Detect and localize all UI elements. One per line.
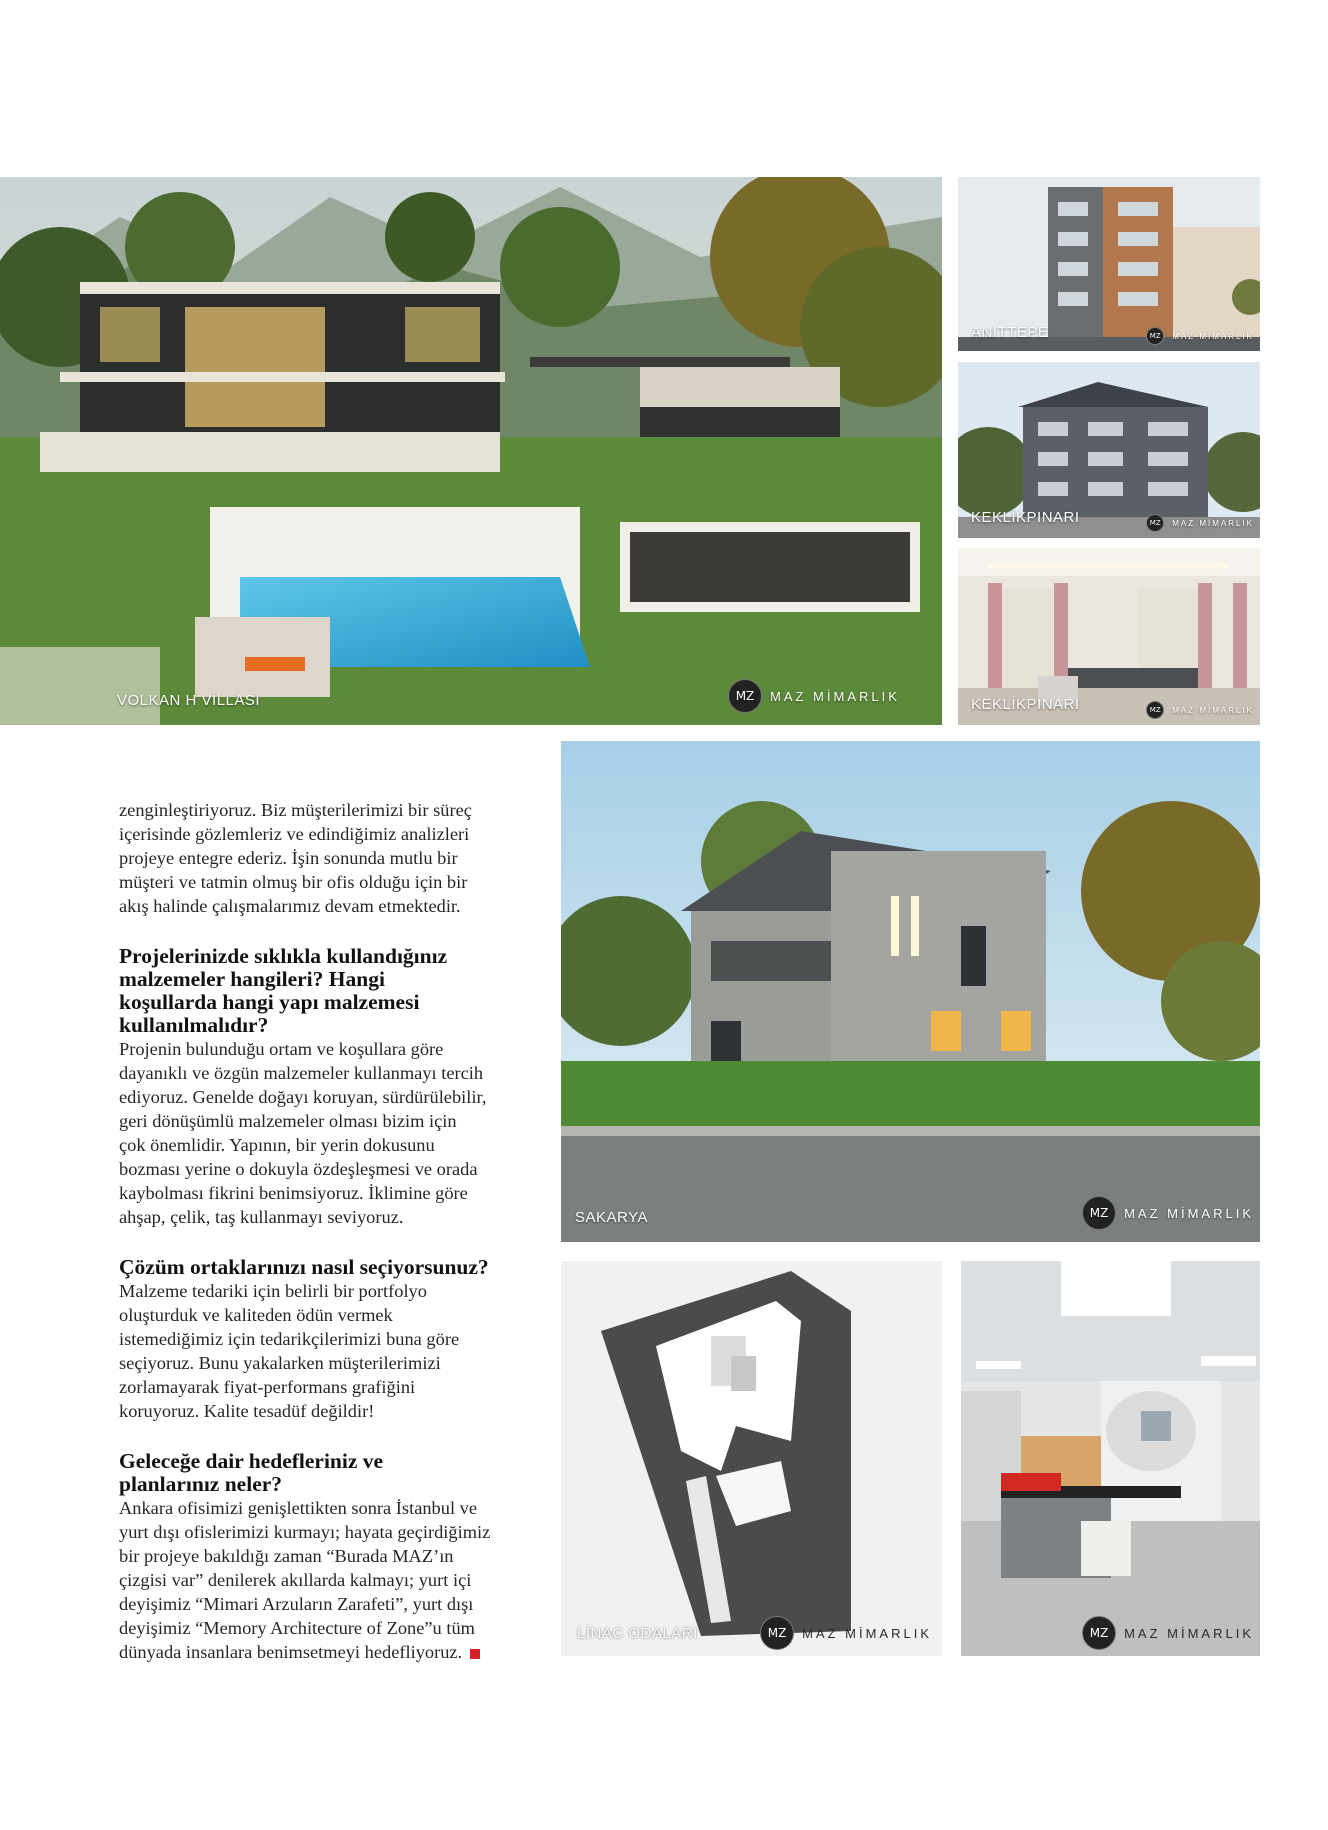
question-heading-line: malzemeler hangileri? Hangi [119, 967, 385, 991]
logo-text: MAZ MİMARLIK [1124, 1205, 1254, 1221]
article-text [119, 798, 529, 1664]
text-line: Ankara ofisimizi genişlettikten sonra İstanbul ve [119, 1498, 478, 1518]
photo-linac-room [961, 1261, 1260, 1656]
logo-text: MAZ MİMARLIK [1124, 1625, 1254, 1641]
logo-text: MAZ MİMARLIK [1172, 518, 1254, 528]
photo-caption: KEKLİKPINARI [971, 696, 1080, 713]
text-line: geri dönüşümlü malzemeler olması bizim için [119, 1111, 457, 1131]
question-heading-line: planlarınız neler? [119, 1472, 283, 1496]
text-line-last [119, 1640, 529, 1664]
end-of-article-square-icon [470, 1649, 480, 1659]
maz-logo-icon: MZ [728, 679, 762, 713]
photo-anittepe [958, 177, 1260, 351]
text-line: yurt dışı ofislerimizi kurmayı; hayata geçirdiğimiz [119, 1522, 491, 1542]
maz-logo [1082, 1616, 1254, 1650]
answer-future [119, 1496, 529, 1664]
question-materials [119, 945, 529, 1037]
maz-logo-icon: MZ [1146, 327, 1164, 345]
photo-caption: LİNAC ODALARI [577, 1625, 698, 1642]
text-line: deyişimiz “Memory Architecture of Zone”u tüm [119, 1618, 475, 1638]
text-line: oluşturduk ve kaliteden ödün vermek [119, 1305, 393, 1325]
maz-logo-icon: MZ [1146, 701, 1164, 719]
maz-logo-icon: MZ [1146, 514, 1164, 532]
maz-logo-icon: MZ [1082, 1196, 1116, 1230]
photo-keklikpinari-interior [958, 548, 1260, 725]
maz-logo-icon: MZ [1082, 1616, 1116, 1650]
maz-logo [1146, 701, 1254, 719]
text-line: kaybolması fikrini benimsiyoruz. İklimine göre [119, 1183, 468, 1203]
answer-partners [119, 1279, 529, 1423]
maz-logo [1082, 1196, 1254, 1230]
photo-linac-plan [561, 1261, 942, 1656]
maz-logo-icon: MZ [760, 1616, 794, 1650]
text-line: akış halinde çalışmalarımız devam etmektedir. [119, 896, 461, 916]
text-line: projeye entegre ederiz. İşin sonunda mutlu bir [119, 848, 458, 868]
logo-text: MAZ MİMARLIK [1172, 705, 1254, 715]
photo-keklikpinari-exterior [958, 362, 1260, 538]
text-line: müşteri ve tatmin olmuş bir ofis olduğu için bir [119, 872, 468, 892]
maz-logo [728, 679, 900, 713]
text-line: çizgisi var” denilerek akıllarda kalmayı; yurt içi [119, 1570, 472, 1590]
text-line: dayanıklı ve özgün malzemeler kullanmayı tercih [119, 1063, 484, 1083]
text-line: bir projeye bakıldığı zaman “Burada MAZ’ın [119, 1546, 454, 1566]
question-heading-line: Geleceğe dair hedefleriniz ve [119, 1449, 384, 1473]
text-line: istemediğimiz için tedarikçilerimizi buna göre [119, 1329, 460, 1349]
answer-materials [119, 1037, 529, 1229]
photo-caption: VOLKAN H VİLLASI [117, 692, 261, 709]
text-line: bozması yerine o dokuyla özdeşleşmesi ve orada [119, 1159, 478, 1179]
text-line: Projenin bulunduğu ortam ve koşullara göre [119, 1039, 444, 1059]
text-line: içerisinde gözlemleriz ve edindiğimiz analizleri [119, 824, 470, 844]
logo-text: MAZ MİMARLIK [1172, 331, 1254, 341]
text-line: seçiyoruz. Bunu yakalarken müşterilerimizi [119, 1353, 441, 1373]
photo-caption: KEKLİKPINARI [971, 509, 1080, 526]
photo-caption: ANITTEPE [971, 324, 1049, 341]
text-line: koruyoruz. Kalite tesadüf değildir! [119, 1401, 375, 1421]
text-line: ahşap, çelik, taş kullanmayı seviyoruz. [119, 1207, 404, 1227]
text-line: ediyoruz. Genelde doğayı koruyan, sürdürülebilir, [119, 1087, 487, 1107]
question-future [119, 1450, 529, 1496]
photo-caption: SAKARYA [575, 1209, 648, 1226]
text-line: zorlamayarak fiyat-performans grafiğini [119, 1377, 416, 1397]
logo-text: MAZ MİMARLIK [770, 688, 900, 704]
maz-logo [1146, 514, 1254, 532]
logo-text: MAZ MİMARLIK [802, 1625, 932, 1641]
photo-sakarya [561, 741, 1260, 1242]
text-line: çok önemlidir. Yapının, bir yerin dokusunu [119, 1135, 435, 1155]
text-line: dünyada insanlara benimsetmeyi hedefliyoruz. [119, 1642, 463, 1662]
maz-logo [1146, 327, 1254, 345]
photo-volkan-villa [0, 177, 942, 725]
text-line: deyişimiz “Mimari Arzuların Zarafeti”, yurt dışı [119, 1594, 474, 1614]
text-line: zenginleştiriyoruz. Biz müşterilerimizi bir süreç [119, 800, 472, 820]
intro-paragraph [119, 798, 529, 918]
question-heading-line: Projelerinizde sıklıkla kullandığınız [119, 944, 448, 968]
question-heading-line: koşullarda hangi yapı malzemesi [119, 990, 420, 1014]
maz-logo [760, 1616, 932, 1650]
question-partners [119, 1256, 529, 1279]
question-heading-line: Çözüm ortaklarınızı nasıl seçiyorsunuz? [119, 1255, 489, 1279]
question-heading-line: kullanılmalıdır? [119, 1013, 269, 1037]
text-line: Malzeme tedariki için belirli bir portfolyo [119, 1281, 427, 1301]
